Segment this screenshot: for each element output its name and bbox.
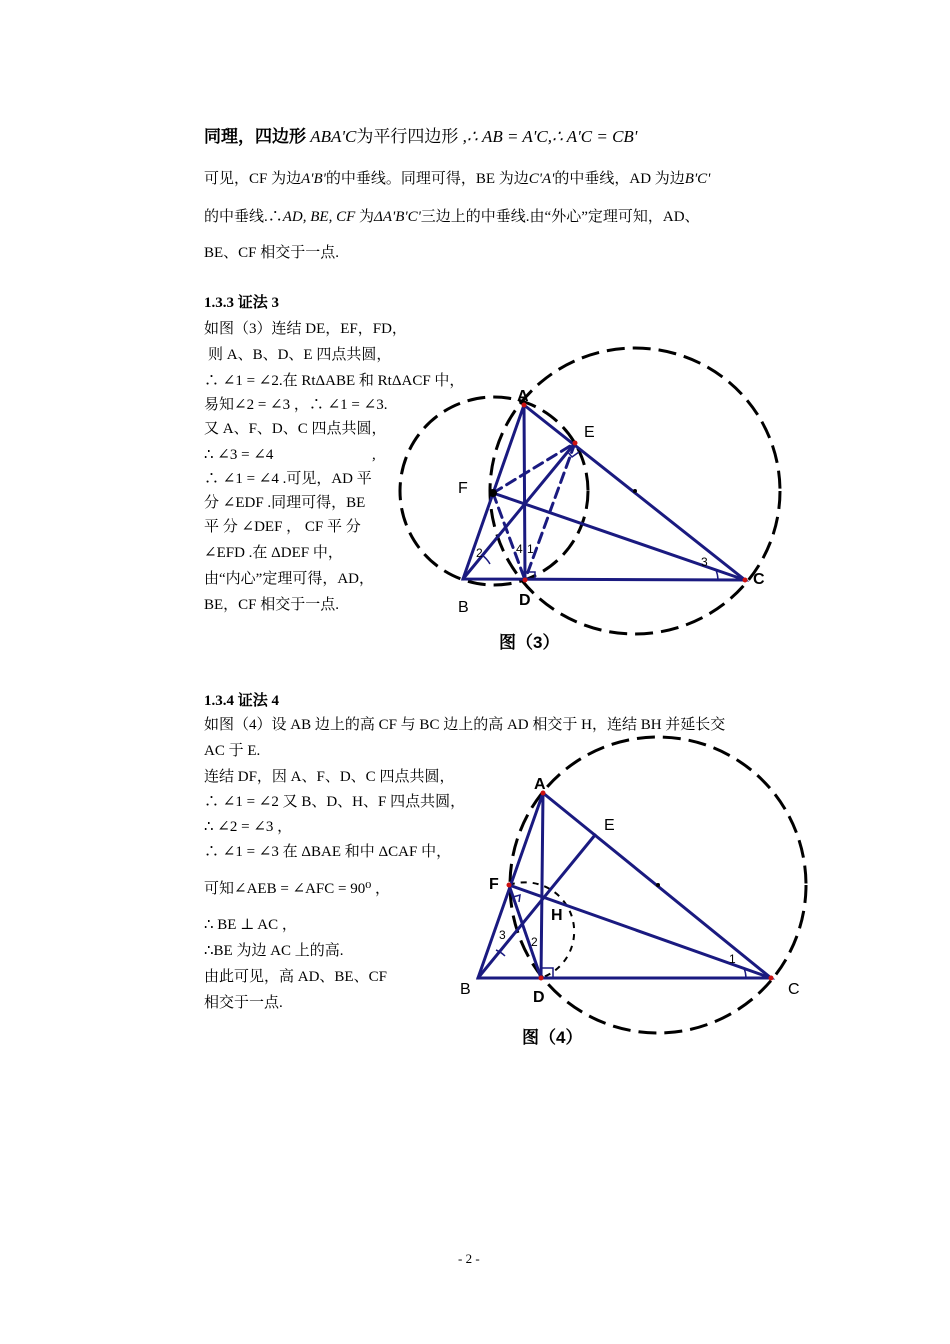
line-3-d: ΔA'B'C' bbox=[374, 209, 421, 225]
fig4-label-c: C bbox=[788, 981, 800, 998]
s3-line-7: ∴ ∠1 = ∠4 .可见，AD 平 bbox=[204, 471, 372, 487]
fig3-angle-2: 2 bbox=[476, 546, 483, 560]
s3-line-10: ∠EFD .在 ΔDEF 中， bbox=[204, 545, 343, 561]
line-2-d: C'A' bbox=[528, 171, 555, 187]
s4-heading: 1.3.4 证法 4 bbox=[204, 693, 280, 709]
line-2-e: 的中垂线，AD 为边 bbox=[554, 171, 685, 187]
fig4-altitude-be bbox=[478, 835, 595, 978]
line-1-a: 同理，四边形 bbox=[204, 127, 306, 146]
s3-line-9: 平 分 ∠DEF ， CF 平 分 bbox=[204, 519, 361, 535]
line-1-d: ,∴ AB = A'C,∴ A'C = CB' bbox=[462, 127, 638, 146]
line-4: BE、CF 相交于一点. bbox=[204, 245, 340, 261]
line-3-c: 为 bbox=[359, 209, 375, 225]
s3-line-2: ∴ ∠1 = ∠2.在 RtΔABE 和 RtΔACF 中， bbox=[204, 373, 465, 389]
s3-line-12: BE，CF 相交于一点. bbox=[204, 597, 340, 613]
fig4-point-d bbox=[539, 976, 544, 981]
fig4-point-c bbox=[769, 976, 774, 981]
s4-line-0: 如图（4）设 AB 边上的高 CF 与 BC 边上的高 AD 相交于 H，连结 BH 并延长交 bbox=[204, 717, 726, 733]
fig3-label-b: B bbox=[458, 599, 469, 616]
fig4-angle-2: 2 bbox=[531, 935, 538, 949]
s3-heading: 1.3.3 证法 3 bbox=[204, 295, 280, 311]
s3-line-8: 分 ∠EDF .同理可得，BE bbox=[204, 495, 366, 511]
s3-line-11: 由“内心”定理可得，AD， bbox=[204, 571, 374, 587]
line-1-c: 为平行四边形 bbox=[356, 127, 459, 146]
fig3-label-d: D bbox=[519, 592, 531, 609]
s4-line-10: 相交于一点. bbox=[204, 995, 283, 1011]
s4-line-9: 由此可见，高 AD、BE、CF bbox=[204, 969, 387, 985]
line-2-a: 可见，CF 为边 bbox=[204, 171, 302, 187]
fig4-label-d: D bbox=[533, 989, 545, 1006]
s4-line-8: ∴BE 为边 AC 上的高. bbox=[204, 943, 344, 959]
line-2-b: A'B' bbox=[301, 171, 326, 187]
page-number: - 2 - bbox=[458, 1251, 480, 1266]
fig3-label-c: C bbox=[753, 571, 765, 588]
fig4-label-f: F bbox=[489, 876, 499, 893]
fig3-label-a: A bbox=[517, 388, 529, 405]
fig3-caption: 图（3） bbox=[499, 633, 560, 652]
fig4-angle-1: 1 bbox=[729, 952, 736, 966]
fig4-caption: 图（4） bbox=[522, 1028, 583, 1047]
fig3-angle-3: 3 bbox=[701, 555, 708, 569]
s3-line-0: 如图（3）连结 DE，EF，FD， bbox=[204, 321, 407, 337]
s4-line-1: AC 于 E. bbox=[204, 743, 261, 759]
s4-line-7: ∴ BE ⊥ AC ， bbox=[204, 917, 297, 933]
fig4-label-b: B bbox=[460, 981, 471, 998]
fig4-triangle-abc bbox=[478, 793, 771, 978]
fig3-label-e: E bbox=[584, 424, 595, 441]
s3-line-3: 易知∠2 = ∠3 ，∴ ∠1 = ∠3. bbox=[204, 397, 388, 413]
s3-line-1: 则 A、B、D、E 四点共圆， bbox=[208, 347, 392, 363]
fig4-point-f bbox=[507, 883, 512, 888]
fig4-label-a: A bbox=[534, 776, 546, 793]
s4-line-6: 可知∠AEB = ∠AFC = 90⁰ ， bbox=[204, 881, 390, 897]
line-2-c: 的中垂线。同理可得，BE 为边 bbox=[325, 171, 529, 187]
fig3-angle-1: 1 bbox=[527, 542, 534, 556]
s3-line-4: 又 A、F、D、C 四点共圆， bbox=[204, 421, 387, 437]
fig4-altitude-ad bbox=[541, 793, 543, 978]
fig4-segment-df bbox=[509, 885, 541, 978]
line-3-b: AD, BE, CF bbox=[282, 209, 356, 225]
fig4-center-dot bbox=[656, 883, 660, 887]
fig4-label-e: E bbox=[604, 817, 615, 834]
line-3-e: 三边上的中垂线.由“外心”定理可知，AD、 bbox=[420, 209, 700, 225]
fig4-angle-3: 3 bbox=[499, 928, 506, 942]
line-1-b: ABA'C bbox=[310, 127, 357, 146]
s4-line-5: ∴ ∠1 = ∠3 在 ΔBAE 和中 ΔCAF 中， bbox=[204, 844, 452, 860]
line-2-f: B'C' bbox=[684, 171, 711, 187]
fig3-label-f: F bbox=[458, 480, 468, 497]
s4-line-2: 连结 DF，因 A、F、D、C 四点共圆， bbox=[204, 769, 455, 785]
s4-line-4: ∴ ∠2 = ∠3 ， bbox=[204, 819, 293, 835]
s4-line-3: ∴ ∠1 = ∠2 又 B、D、H、F 四点共圆， bbox=[204, 794, 466, 810]
fig3-angle-4: 4 bbox=[516, 542, 523, 556]
fig4-label-h: H bbox=[551, 907, 563, 924]
line-3-a: 的中垂线.∴ bbox=[204, 209, 283, 225]
s3-line-5: ∴ ∠3 = ∠4 bbox=[204, 447, 274, 463]
s3-line-6: , bbox=[372, 447, 376, 463]
